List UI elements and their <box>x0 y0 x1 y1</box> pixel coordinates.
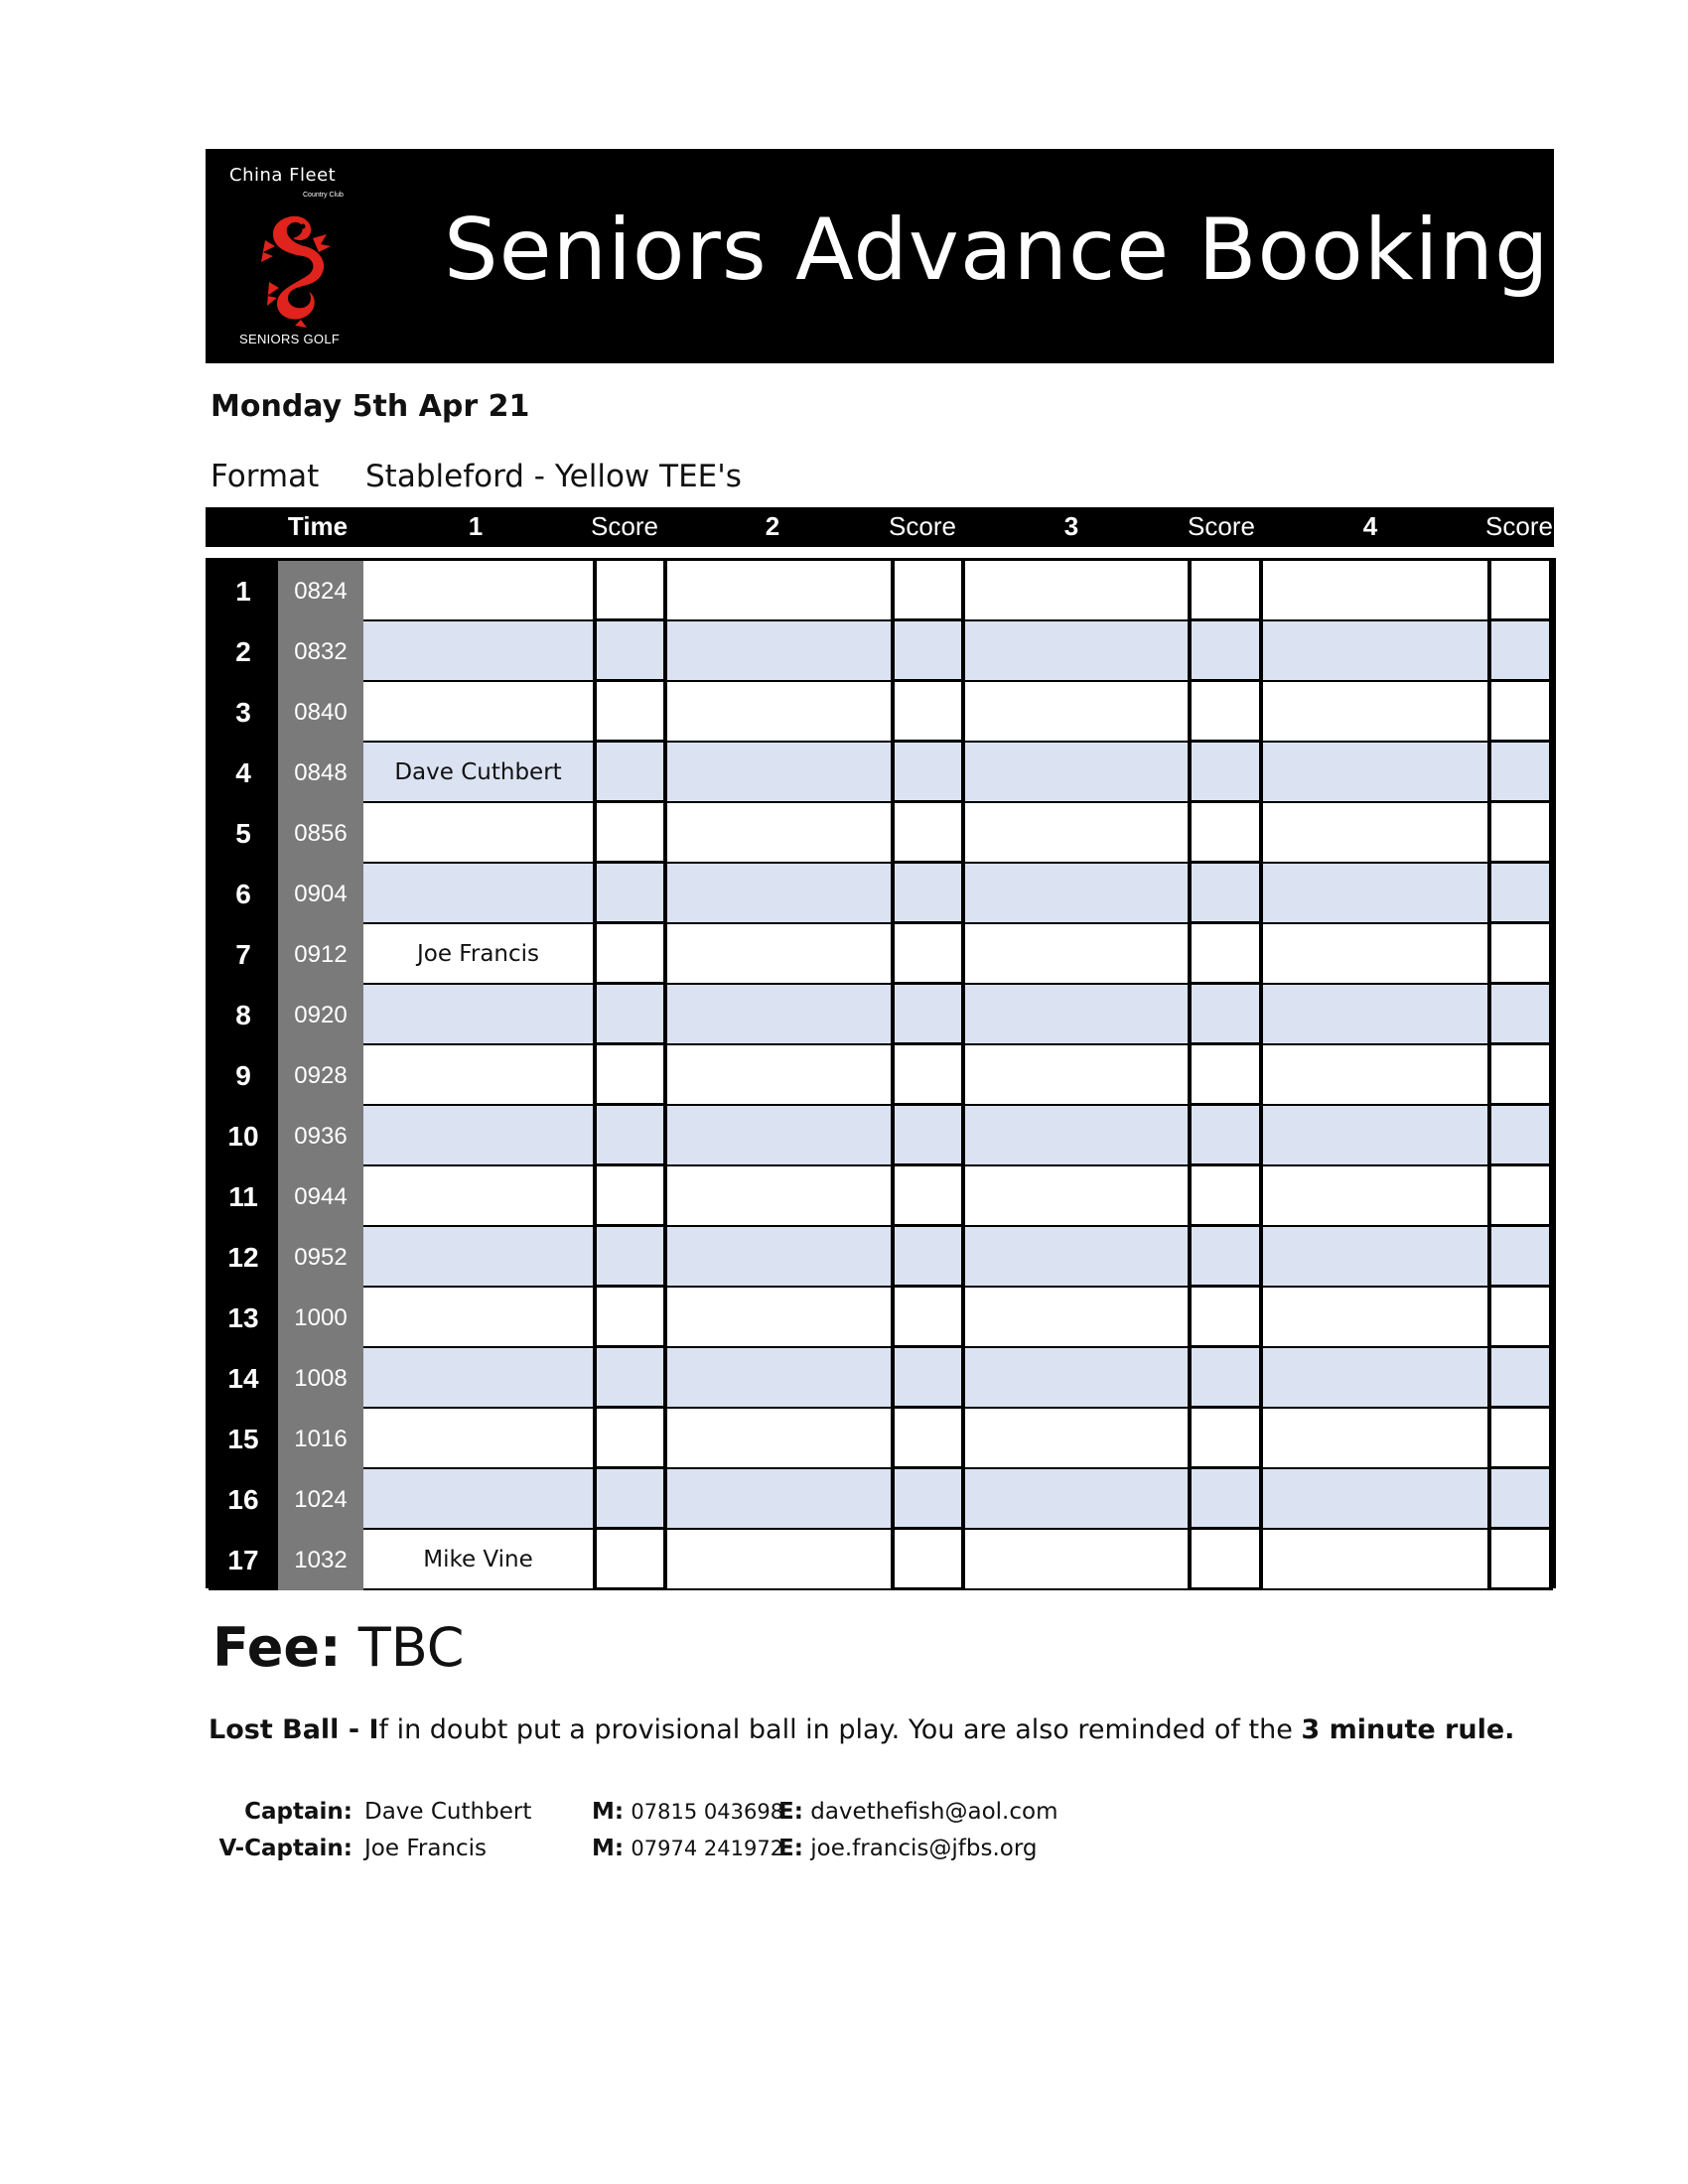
score-3-box[interactable] <box>1188 621 1263 682</box>
table-row <box>209 561 1553 621</box>
score-4-box[interactable] <box>1487 924 1553 985</box>
table-row <box>209 1530 1553 1590</box>
player-4-cell[interactable] <box>1263 561 1487 621</box>
score-3-box[interactable] <box>1188 864 1263 924</box>
row-number: 5 <box>209 803 278 864</box>
score-4-box[interactable] <box>1487 561 1553 621</box>
player-2-cell[interactable] <box>667 682 891 743</box>
row-number: 12 <box>209 1227 278 1288</box>
player-3-cell[interactable] <box>965 1227 1188 1288</box>
col-header-player-4: 4 <box>1362 511 1378 541</box>
col-header-time: Time <box>287 511 349 541</box>
score-4-box[interactable] <box>1487 621 1553 682</box>
logo-club-subtitle: Country Club <box>303 192 344 199</box>
score-2-box[interactable] <box>891 621 965 682</box>
player-1-cell[interactable] <box>363 1469 593 1530</box>
player-3-cell[interactable] <box>965 1166 1188 1227</box>
player-1-cell[interactable] <box>363 1045 593 1106</box>
table-row <box>209 1409 1553 1469</box>
table-row <box>209 1227 1553 1288</box>
vice-captain-mobile: 07974 241972 <box>631 1837 784 1860</box>
row-number: 1 <box>209 561 278 621</box>
score-3-box[interactable] <box>1188 561 1263 621</box>
format-value: Stableford - Yellow TEE's <box>365 459 742 494</box>
col-header-score-3: Score <box>1188 511 1255 541</box>
table-row <box>209 682 1553 743</box>
player-2-cell[interactable] <box>667 1409 891 1469</box>
event-date: Monday 5th Apr 21 <box>211 389 530 424</box>
score-2-box[interactable] <box>891 864 965 924</box>
captain-mobile: 07815 043698 <box>631 1800 784 1824</box>
player-2-cell[interactable] <box>667 1045 891 1106</box>
score-2-box[interactable] <box>891 1409 965 1469</box>
col-header-score-2: Score <box>889 511 956 541</box>
tee-time: 0848 <box>278 743 363 803</box>
row-number: 7 <box>209 924 278 985</box>
score-1-box[interactable] <box>593 621 667 682</box>
score-4-box[interactable] <box>1487 1045 1553 1106</box>
player-4-cell[interactable] <box>1263 1409 1487 1469</box>
score-4-box[interactable] <box>1487 743 1553 803</box>
player-4-cell[interactable] <box>1263 621 1487 682</box>
player-4-cell[interactable] <box>1263 682 1487 743</box>
player-2-cell[interactable] <box>667 803 891 864</box>
score-4-box[interactable] <box>1487 1288 1553 1348</box>
vice-captain-name: Joe Francis <box>364 1836 488 1861</box>
tee-time: 1016 <box>278 1409 363 1469</box>
player-4-cell[interactable] <box>1263 1106 1487 1166</box>
player-1-cell[interactable]: Joe Francis <box>363 924 593 985</box>
table-row <box>209 1348 1553 1409</box>
table-row <box>209 743 1553 803</box>
score-3-box[interactable] <box>1188 682 1263 743</box>
player-1-cell[interactable] <box>363 803 593 864</box>
score-1-box[interactable] <box>593 985 667 1045</box>
tee-time: 0832 <box>278 621 363 682</box>
player-2-cell[interactable] <box>667 924 891 985</box>
score-1-box[interactable] <box>593 864 667 924</box>
row-number: 6 <box>209 864 278 924</box>
player-4-cell[interactable] <box>1263 924 1487 985</box>
player-1-cell[interactable] <box>363 1348 593 1409</box>
note-bold-start: Lost Ball - I <box>209 1714 379 1745</box>
player-1-cell[interactable] <box>363 864 593 924</box>
score-2-box[interactable] <box>891 1288 965 1348</box>
row-number: 3 <box>209 682 278 743</box>
logo-seniors-golf: SENIORS GOLF <box>239 332 341 346</box>
row-number: 2 <box>209 621 278 682</box>
fee-value: TBC <box>357 1616 465 1679</box>
score-3-box[interactable] <box>1188 1530 1263 1590</box>
player-3-cell[interactable] <box>965 743 1188 803</box>
score-3-box[interactable] <box>1188 985 1263 1045</box>
score-3-box[interactable] <box>1188 924 1263 985</box>
player-3-cell[interactable] <box>965 1288 1188 1348</box>
col-header-player-2: 2 <box>765 511 780 541</box>
player-3-cell[interactable] <box>965 985 1188 1045</box>
table-row <box>209 621 1553 682</box>
score-1-box[interactable] <box>593 1106 667 1166</box>
score-2-box[interactable] <box>891 985 965 1045</box>
captain-mobile-label: M: <box>592 1799 625 1825</box>
player-4-cell[interactable] <box>1263 803 1487 864</box>
captain-name: Dave Cuthbert <box>364 1799 532 1825</box>
col-header-score-1: Score <box>591 511 658 541</box>
score-2-box[interactable] <box>891 1469 965 1530</box>
dragon-icon <box>251 212 333 330</box>
tee-time: 0840 <box>278 682 363 743</box>
score-3-box[interactable] <box>1188 1106 1263 1166</box>
player-2-cell[interactable] <box>667 864 891 924</box>
club-logo <box>223 165 362 349</box>
captain-email[interactable]: davethefish@aol.com <box>810 1799 1058 1825</box>
score-1-box[interactable] <box>593 1045 667 1106</box>
score-3-box[interactable] <box>1188 1288 1263 1348</box>
vice-captain-email-label: E: <box>778 1836 803 1861</box>
table-row <box>209 1469 1553 1530</box>
score-2-box[interactable] <box>891 561 965 621</box>
score-1-box[interactable] <box>593 1409 667 1469</box>
table-row <box>209 1045 1553 1106</box>
score-2-box[interactable] <box>891 1045 965 1106</box>
score-1-box[interactable] <box>593 1227 667 1288</box>
score-1-box[interactable] <box>593 561 667 621</box>
player-2-cell[interactable] <box>667 1166 891 1227</box>
score-1-box[interactable] <box>593 924 667 985</box>
player-3-cell[interactable] <box>965 1348 1188 1409</box>
score-2-box[interactable] <box>891 1106 965 1166</box>
player-2-cell[interactable] <box>667 1227 891 1288</box>
score-2-box[interactable] <box>891 1227 965 1288</box>
player-3-cell[interactable] <box>965 1469 1188 1530</box>
score-3-box[interactable] <box>1188 803 1263 864</box>
score-4-box[interactable] <box>1487 1106 1553 1166</box>
score-4-box[interactable] <box>1487 1409 1553 1469</box>
score-1-box[interactable] <box>593 1348 667 1409</box>
player-3-cell[interactable] <box>965 561 1188 621</box>
score-2-box[interactable] <box>891 1530 965 1590</box>
row-number: 4 <box>209 743 278 803</box>
note-text: f in doubt put a provisional ball in play. You are also reminded of the <box>378 1714 1302 1745</box>
score-3-box[interactable] <box>1188 1045 1263 1106</box>
player-1-cell[interactable] <box>363 985 593 1045</box>
player-2-cell[interactable] <box>667 1348 891 1409</box>
player-3-cell[interactable] <box>965 682 1188 743</box>
player-4-cell[interactable] <box>1263 1348 1487 1409</box>
tee-time: 0928 <box>278 1045 363 1106</box>
player-1-cell[interactable] <box>363 682 593 743</box>
score-3-box[interactable] <box>1188 1348 1263 1409</box>
tee-time: 0856 <box>278 803 363 864</box>
row-number: 10 <box>209 1106 278 1166</box>
tee-time: 0936 <box>278 1106 363 1166</box>
player-3-cell[interactable] <box>965 1106 1188 1166</box>
col-header-player-1: 1 <box>468 511 484 541</box>
page-title: Seniors Advance Booking <box>444 201 1550 300</box>
header-banner <box>206 149 1554 363</box>
player-3-cell[interactable] <box>965 803 1188 864</box>
row-number: 13 <box>209 1288 278 1348</box>
player-4-cell[interactable] <box>1263 985 1487 1045</box>
player-1-cell[interactable] <box>363 1288 593 1348</box>
fee-line <box>212 1616 465 1679</box>
player-4-cell[interactable] <box>1263 743 1487 803</box>
score-3-box[interactable] <box>1188 743 1263 803</box>
score-2-box[interactable] <box>891 1348 965 1409</box>
row-number: 11 <box>209 1166 278 1227</box>
score-1-box[interactable] <box>593 1288 667 1348</box>
fee-label: Fee: <box>212 1616 342 1679</box>
player-1-cell[interactable] <box>363 1166 593 1227</box>
player-4-cell[interactable] <box>1263 1045 1487 1106</box>
score-1-box[interactable] <box>593 1166 667 1227</box>
score-2-box[interactable] <box>891 924 965 985</box>
tee-time: 0920 <box>278 985 363 1045</box>
note-bold-end: 3 minute rule. <box>1301 1714 1515 1745</box>
player-2-cell[interactable] <box>667 621 891 682</box>
score-2-box[interactable] <box>891 743 965 803</box>
table-row <box>209 985 1553 1045</box>
logo-club-name: China Fleet <box>229 165 337 186</box>
table-row <box>209 1166 1553 1227</box>
player-1-cell[interactable] <box>363 1106 593 1166</box>
score-1-box[interactable] <box>593 803 667 864</box>
col-header-score-4: Score <box>1485 511 1553 541</box>
vice-captain-mobile-label: M: <box>592 1836 625 1861</box>
player-4-cell[interactable] <box>1263 1288 1487 1348</box>
player-1-cell[interactable] <box>363 1227 593 1288</box>
tee-time: 1000 <box>278 1288 363 1348</box>
player-2-cell[interactable] <box>667 985 891 1045</box>
captain-role: Captain: <box>244 1799 352 1825</box>
player-2-cell[interactable] <box>667 1530 891 1590</box>
score-1-box[interactable] <box>593 743 667 803</box>
player-3-cell[interactable] <box>965 1530 1188 1590</box>
row-number: 16 <box>209 1469 278 1530</box>
player-3-cell[interactable] <box>965 1409 1188 1469</box>
player-3-cell[interactable] <box>965 864 1188 924</box>
score-2-box[interactable] <box>891 803 965 864</box>
tee-time: 0952 <box>278 1227 363 1288</box>
score-4-box[interactable] <box>1487 803 1553 864</box>
score-4-box[interactable] <box>1487 1530 1553 1590</box>
player-1-cell[interactable]: Dave Cuthbert <box>363 743 593 803</box>
score-3-box[interactable] <box>1188 1469 1263 1530</box>
player-4-cell[interactable] <box>1263 1227 1487 1288</box>
score-3-box[interactable] <box>1188 1227 1263 1288</box>
score-4-box[interactable] <box>1487 1348 1553 1409</box>
player-3-cell[interactable] <box>965 621 1188 682</box>
score-1-box[interactable] <box>593 1469 667 1530</box>
player-4-cell[interactable] <box>1263 864 1487 924</box>
booking-table <box>206 558 1556 1588</box>
player-2-cell[interactable] <box>667 561 891 621</box>
tee-time: 0904 <box>278 864 363 924</box>
row-number: 9 <box>209 1045 278 1106</box>
score-3-box[interactable] <box>1188 1409 1263 1469</box>
score-2-box[interactable] <box>891 1166 965 1227</box>
score-4-box[interactable] <box>1487 1469 1553 1530</box>
row-number: 15 <box>209 1409 278 1469</box>
player-1-cell[interactable]: Mike Vine <box>363 1530 593 1590</box>
table-header <box>206 507 1554 547</box>
player-3-cell[interactable] <box>965 924 1188 985</box>
player-2-cell[interactable] <box>667 1106 891 1166</box>
tee-time: 1032 <box>278 1530 363 1590</box>
table-row <box>209 864 1553 924</box>
player-2-cell[interactable] <box>667 743 891 803</box>
lost-ball-note <box>209 1714 1514 1745</box>
tee-time: 1024 <box>278 1469 363 1530</box>
player-4-cell[interactable] <box>1263 1469 1487 1530</box>
vice-captain-email[interactable]: joe.francis@jfbs.org <box>810 1836 1038 1861</box>
player-3-cell[interactable] <box>965 1045 1188 1106</box>
score-4-box[interactable] <box>1487 1166 1553 1227</box>
score-1-box[interactable] <box>593 1530 667 1590</box>
format-label: Format <box>211 459 320 494</box>
tee-time: 0824 <box>278 561 363 621</box>
table-row <box>209 803 1553 864</box>
row-number: 8 <box>209 985 278 1045</box>
score-2-box[interactable] <box>891 682 965 743</box>
score-1-box[interactable] <box>593 682 667 743</box>
score-4-box[interactable] <box>1487 864 1553 924</box>
tee-time: 1008 <box>278 1348 363 1409</box>
vice-captain-role: V-Captain: <box>218 1836 352 1861</box>
player-1-cell[interactable] <box>363 621 593 682</box>
player-1-cell[interactable] <box>363 561 593 621</box>
table-row <box>209 924 1553 985</box>
player-2-cell[interactable] <box>667 1469 891 1530</box>
table-row <box>209 1288 1553 1348</box>
player-4-cell[interactable] <box>1263 1166 1487 1227</box>
player-2-cell[interactable] <box>667 1288 891 1348</box>
col-header-player-3: 3 <box>1063 511 1079 541</box>
tee-time: 0944 <box>278 1166 363 1227</box>
row-number: 14 <box>209 1348 278 1409</box>
score-4-box[interactable] <box>1487 985 1553 1045</box>
table-row <box>209 1106 1553 1166</box>
row-number: 17 <box>209 1530 278 1590</box>
player-4-cell[interactable] <box>1263 1530 1487 1590</box>
score-4-box[interactable] <box>1487 1227 1553 1288</box>
player-1-cell[interactable] <box>363 1409 593 1469</box>
captain-email-label: E: <box>778 1799 803 1825</box>
score-3-box[interactable] <box>1188 1166 1263 1227</box>
score-4-box[interactable] <box>1487 682 1553 743</box>
tee-time: 0912 <box>278 924 363 985</box>
